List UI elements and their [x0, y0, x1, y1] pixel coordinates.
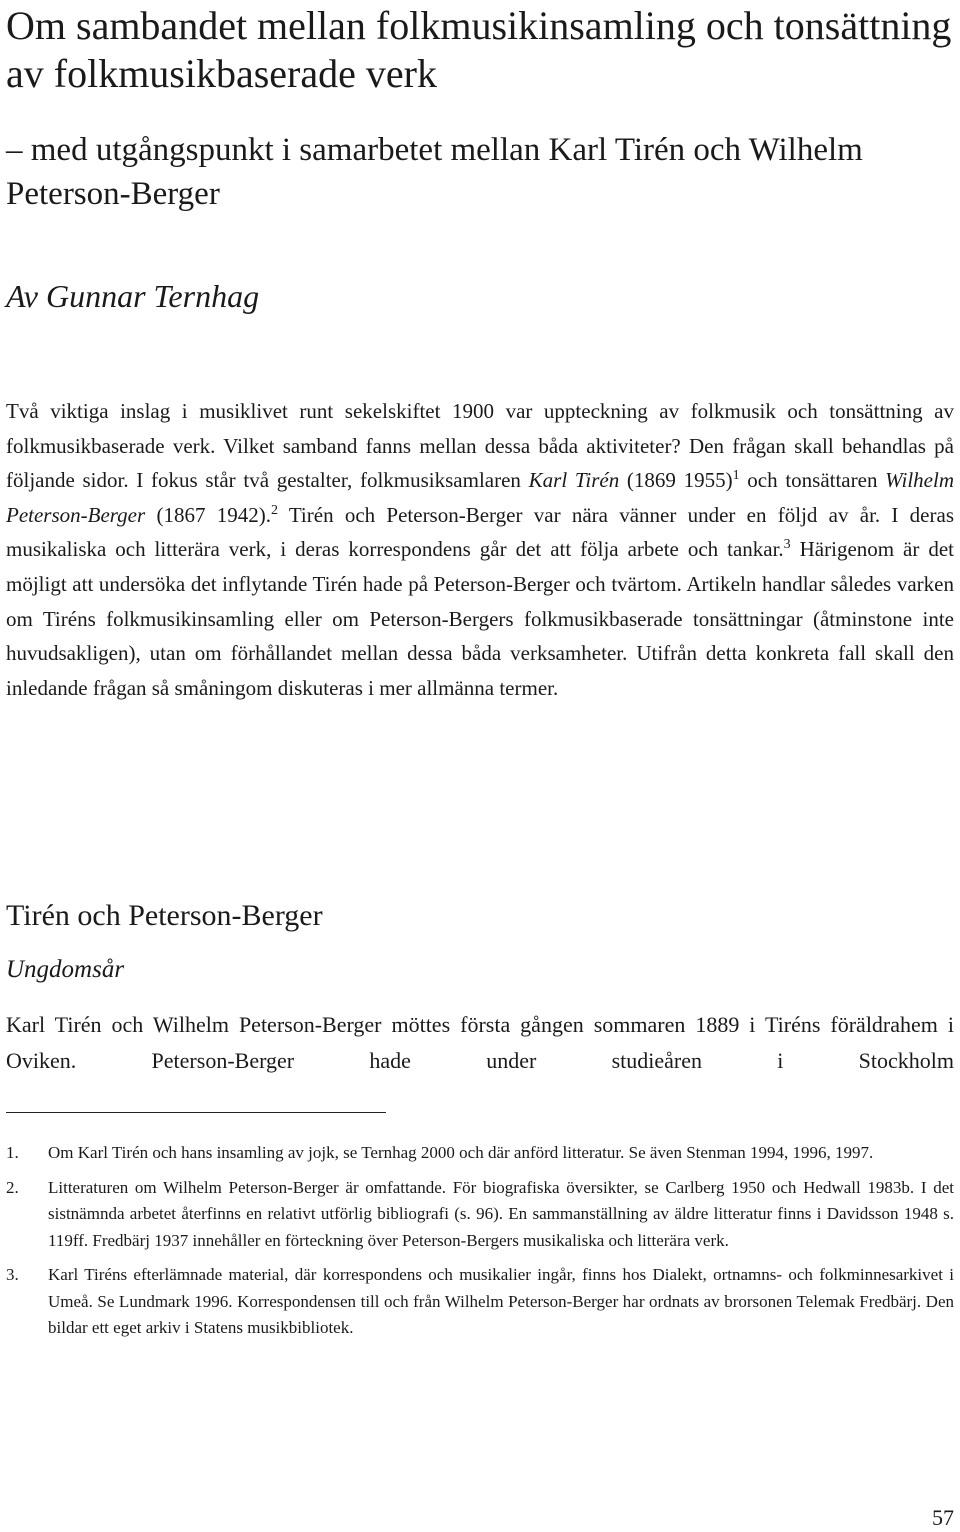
abstract-paragraph [6, 394, 954, 705]
person-name: Wilhelm Peterson-Berger [6, 468, 954, 527]
author-byline: Av Gunnar Ternhag [6, 278, 260, 314]
subsection-heading: Ungdomsår [6, 956, 125, 983]
abstract-text: Tirén och Peterson-Berger var nära vänner under en följd av år. I deras musikaliska och litterära verk, i deras korrespondens går det att följa arbete och tankar. [6, 502, 954, 562]
abstract-text: (1867 1942). [145, 502, 271, 527]
footnote [6, 1175, 954, 1255]
footnote-number: 2. [6, 1177, 19, 1197]
footnote [6, 1262, 954, 1342]
section-heading: Tirén och Peterson-Berger [6, 899, 323, 932]
abstract-text: Två viktiga inslag i musiklivet runt sekelskiftet 1900 var uppteckning av folkmusik och tonsättning av folkmusikbaserade verk. Vilket samband fanns mellan dessa båda aktiviteter? Den frågan skall behandlas på följande sidor. I fokus står två gestalter, folkmusiksamlaren [6, 399, 954, 493]
footnote-number: 3. [6, 1265, 19, 1284]
footnote-ref: 3 [783, 537, 791, 553]
footnote-text: Om Karl Tirén och hans insamling av jojk, se Ternhag 2000 och där anförd litteratur. Se även Stenman 1994, 1996, 1997. [48, 1143, 874, 1162]
body-paragraph: Karl Tirén och Wilhelm Peterson-Berger möttes första gången sommaren 1889 i Tiréns föräldrahem i Oviken. Peterson-Berger hade under studieåren i Stockholm [6, 1012, 954, 1073]
footnote-ref: 2 [270, 502, 278, 518]
page-number: 57 [932, 1505, 954, 1530]
footnote-number: 1. [6, 1143, 19, 1162]
article-subtitle: – med utgångspunkt i samarbetet mellan Karl Tirén och Wilhelm Peterson-Berger [6, 132, 863, 212]
article-title: Om sambandet mellan folkmusikinsamling och tonsättning av folkmusikbaserade verk [6, 3, 952, 96]
footnote [6, 1140, 954, 1167]
person-name: Karl Tirén [528, 468, 620, 493]
footnote-divider [6, 1112, 386, 1113]
footnote-text: Litteraturen om Wilhelm Peterson-Berger är omfattande. För biografiska översikter, se Carlberg 1950 och Hedwall 1983b. I det sistnämnda arbetet återfinns en relativt utförlig bibliografi (s. 96). En sammanställning av äldre litteratur finns i Davidsson 1948 s. 119ff. Fredbärj 1937 innehåller en förteckning över Peterson-Bergers musikaliska och litterära verk. [48, 1177, 954, 1250]
footnotes [6, 1140, 954, 1350]
footnote-text: Karl Tiréns efterlämnade material, där korrespondens och musikalier ingår, finns hos Dialekt, ortnamns- och folkminnesarkivet i Umeå. Se Lundmark 1996. Korrespondensen till och från Wilhelm Peterson-Berger har ordnats av brorsonen Telemak Fredbärj. Den bildar ett eget arkiv i Statens musikbibliotek. [48, 1265, 954, 1337]
footnote-ref: 1 [732, 468, 740, 484]
abstract-text: (1869 1955) [619, 468, 733, 493]
abstract-text: och tonsättaren [739, 468, 886, 493]
abstract-text: Härigenom är det möjligt att undersöka det inflytande Tirén hade på Peterson-Berger och tvärtom. Artikeln handlar således varken om Tiréns folkmusikinsamling eller om Peterson-Bergers folkmusikbaserade tonsättningar (åtminstone inte huvudsakligen), utan om förhållandet mellan dessa båda verksamheter. Utifrån detta konkreta fall skall den inledande frågan så småningom diskuteras i mer allmänna termer. [6, 537, 954, 700]
